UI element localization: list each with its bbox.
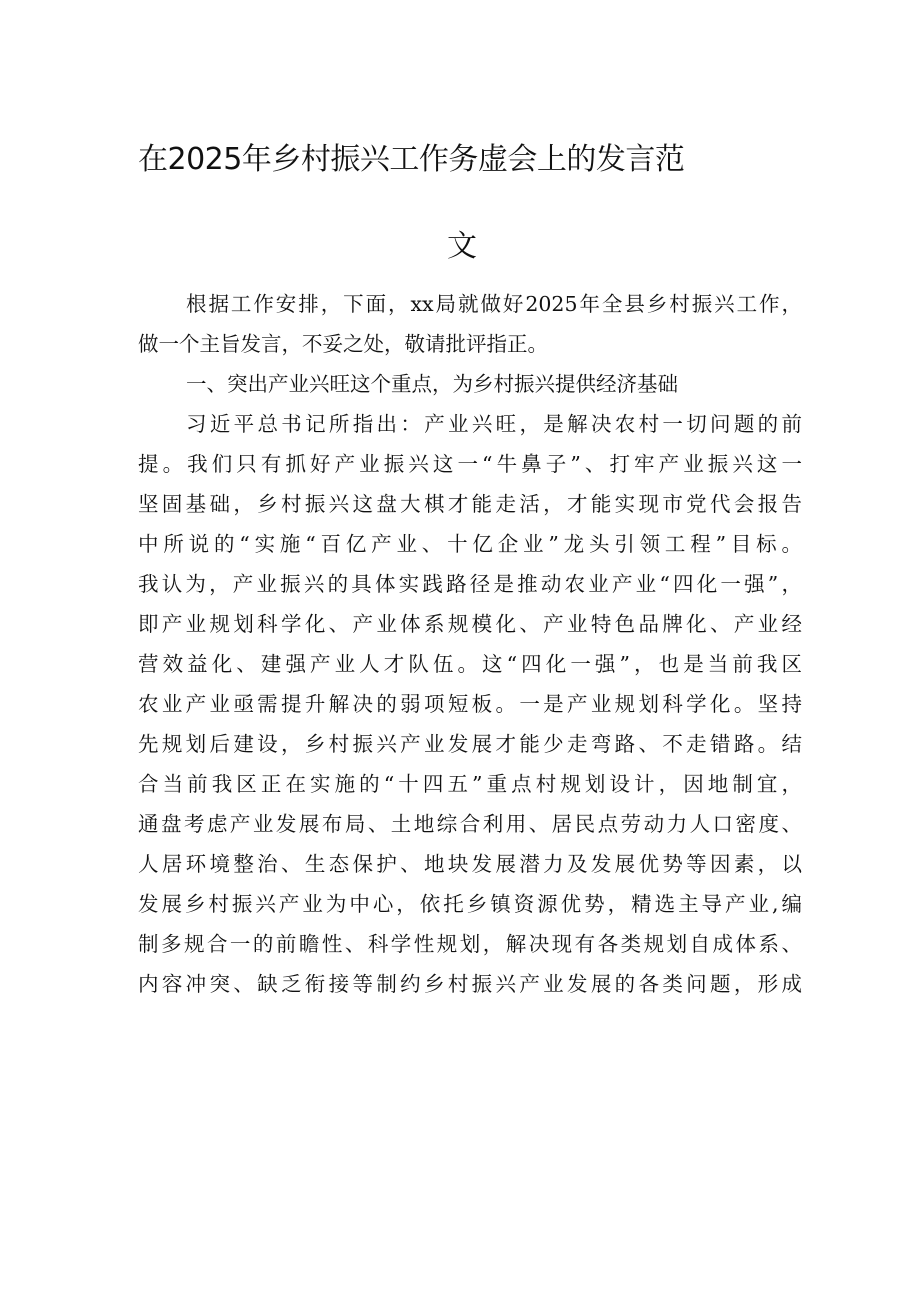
body-line: 根据工作安排，下面，xx局就做好2025年全县乡村振兴工作， xyxy=(186,292,802,316)
body-line: 即产业规划科学化、产业体系规模化、产业特色品牌化、产业经 xyxy=(138,612,802,636)
body-line: 提。我们只有抓好产业振兴这一“牛鼻子”、打牢产业振兴这一 xyxy=(138,452,802,476)
section-heading: 一、突出产业兴旺这个重点，为乡村振兴提供经济基础 xyxy=(186,372,678,396)
document-title-line-2: 文 xyxy=(447,229,477,264)
body-line: 做一个主旨发言，不妥之处，敬请批评指正。 xyxy=(138,332,548,356)
document-title-line-1: 在2025年乡村振兴工作务虚会上的发言范 xyxy=(138,142,685,177)
document-body xyxy=(138,284,802,1004)
body-line: 制多规合一的前瞻性、科学性规划，解决现有各类规划自成体系、 xyxy=(138,932,802,956)
body-line: 中所说的“实施“百亿产业、十亿企业”龙头引领工程”目标。 xyxy=(138,532,802,556)
body-line: 农业产业亟需提升解决的弱项短板。一是产业规划科学化。坚持 xyxy=(138,692,802,716)
body-line: 我认为，产业振兴的具体实践路径是推动农业产业“四化一强”， xyxy=(138,572,802,596)
body-line: 人居环境整治、生态保护、地块发展潜力及发展优势等因素，以 xyxy=(138,852,802,876)
body-line: 坚固基础，乡村振兴这盘大棋才能走活，才能实现市党代会报告 xyxy=(138,492,802,516)
body-line: 先规划后建设，乡村振兴产业发展才能少走弯路、不走错路。结 xyxy=(138,732,802,756)
body-line: 发展乡村振兴产业为中心，依托乡镇资源优势，精选主导产业,编 xyxy=(138,892,802,916)
body-line: 习近平总书记所指出：产业兴旺，是解决农村一切问题的前 xyxy=(186,412,802,436)
body-line: 营效益化、建强产业人才队伍。这“四化一强”，也是当前我区 xyxy=(138,652,802,676)
body-line: 通盘考虑产业发展布局、土地综合利用、居民点劳动力人口密度、 xyxy=(138,812,802,836)
body-line: 内容冲突、缺乏衔接等制约乡村振兴产业发展的各类问题，形成 xyxy=(138,972,802,996)
body-line: 合当前我区正在实施的“十四五”重点村规划设计，因地制宜， xyxy=(138,772,802,796)
